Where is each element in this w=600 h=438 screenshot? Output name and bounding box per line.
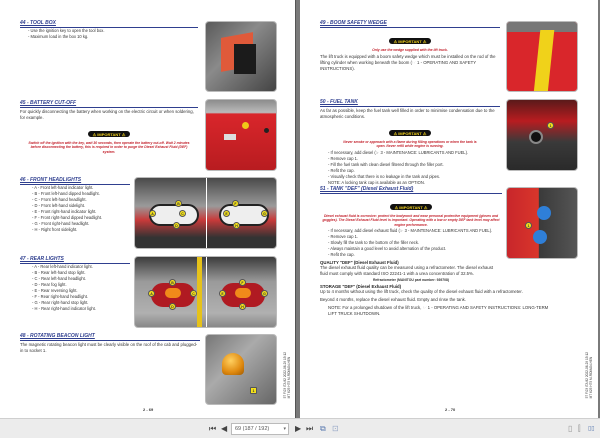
storage-heading: STORAGE "DEF" (Diesel Exhaust Fluid) bbox=[320, 284, 402, 290]
list-item: - G - Rear right-hand stop light. bbox=[32, 299, 89, 305]
warning-text: Only use the wedge supplied with the lift truck. bbox=[372, 47, 448, 52]
callout-e: E bbox=[219, 290, 226, 297]
section-front-headlights bbox=[20, 177, 130, 233]
def-tank-photo bbox=[506, 187, 578, 259]
section-tool-box bbox=[20, 20, 198, 40]
side-reference-text: 57 F.03 ITA 82 2022-06-29 15:12 MT 625 H75 M-ROMAN-HEN bbox=[585, 352, 593, 399]
callout-e: E bbox=[223, 210, 230, 217]
quality-text: The diesel exhaust fluid quality can be measured using a refractometer. The diesel exhaust fluid must comply with standard ISO 22241-1 with a urea concentration of 32.5%. bbox=[320, 265, 494, 277]
single-page-view-icon[interactable]: ▯ bbox=[568, 424, 573, 433]
beacon-photo bbox=[205, 334, 277, 405]
callout-c: C bbox=[190, 290, 197, 297]
chevron-down-icon: ▾ bbox=[283, 426, 286, 432]
list-item: - Fill the fuel tank with clean diesel filtered through the filler port. bbox=[328, 161, 444, 167]
previous-page-button[interactable]: ◀ bbox=[221, 424, 228, 433]
callout-h: H bbox=[239, 303, 246, 310]
rear-lights-photo bbox=[134, 256, 277, 328]
callout-a: A bbox=[149, 210, 156, 217]
important-badge: ⚠ IMPORTANT ⚠ bbox=[88, 131, 131, 137]
callout-c: C bbox=[179, 210, 186, 217]
boom-wedge-photo bbox=[506, 21, 578, 92]
list-item: - E - Front right-hand indicator light. bbox=[32, 208, 97, 214]
callout-f: F bbox=[232, 200, 239, 207]
important-badge: ⚠ IMPORTANT ⚠ bbox=[389, 130, 432, 136]
section-title: 47 - REAR LIGHTS bbox=[20, 256, 130, 264]
navigation-toolbar bbox=[0, 418, 600, 438]
section-text: For quickly disconnecting the battery when working on the electric circuit or when soldering, for example. bbox=[20, 108, 194, 120]
page-number: 2 - 69 bbox=[143, 407, 154, 412]
list-item: - G - Front right-hand headlight. bbox=[32, 220, 90, 226]
section-title: 45 - BATTERY CUT-OFF bbox=[20, 100, 198, 108]
list-item: - Always maintain a good level to avoid alternation of the product. bbox=[328, 246, 447, 252]
callout-f: F bbox=[239, 279, 246, 286]
section-text: As far as possible, keep the fuel tank well filled in order to minimise condensation due to the atmospheric conditions. bbox=[320, 107, 495, 119]
callout-d: D bbox=[169, 303, 176, 310]
section-boom-safety-wedge bbox=[320, 20, 500, 72]
section-fuel-tank bbox=[320, 99, 500, 186]
section-title: 50 - FUEL TANK bbox=[320, 99, 500, 107]
list-item: - Slowly fill the tank to the bottom of the filler neck. bbox=[328, 240, 420, 246]
section-text: The magnetic rotating beacon light must be clearly visible on the roof of the cab and plugged-in to socket 1. bbox=[20, 341, 198, 353]
document-page-right bbox=[300, 0, 598, 418]
section-rear-lights bbox=[20, 256, 130, 312]
front-headlights-photo bbox=[134, 177, 277, 249]
callout-a: A bbox=[148, 290, 155, 297]
callout-h: H bbox=[233, 222, 240, 229]
section-text: The lift truck is equipped with a boom safety wedge which must be installed on the rod of the lifting cylinder when working beneath the boom (☞ 1 - OPERATING AND SAFETY INSTRUCTIONS). bbox=[320, 54, 496, 72]
callout-b: B bbox=[175, 200, 182, 207]
list-item: - H - Rear right-hand indicator light. bbox=[32, 305, 96, 311]
callout-1: 1 bbox=[250, 387, 257, 394]
list-item: - E - Rear reversing light. bbox=[32, 287, 78, 293]
list-item: - A - Front left-hand indicator light. bbox=[32, 184, 94, 190]
facing-pages-view-icon[interactable]: ▯▯ bbox=[588, 426, 595, 432]
section-def-tank bbox=[320, 186, 549, 317]
page-number: 2 - 70 bbox=[445, 407, 456, 412]
list-item: - A - Rear left-hand indicator light. bbox=[32, 263, 93, 269]
page-indicator: 69 (187 / 192) bbox=[235, 426, 270, 432]
section-title: 51 - TANK "DEF" (Diesel Exhaust Fluid) bbox=[320, 186, 502, 194]
list-item: - D - Front left-hand sidelight. bbox=[32, 202, 86, 208]
callout-g: G bbox=[261, 210, 268, 217]
section-battery-cut-off bbox=[20, 100, 198, 154]
copy-icon[interactable]: ⧉ bbox=[320, 424, 326, 433]
list-item: - F - Front right-hand dipped headlight. bbox=[32, 214, 103, 220]
callout-g: G bbox=[261, 290, 268, 297]
document-page-left bbox=[0, 0, 296, 418]
list-item: - Remove cap 1. bbox=[328, 234, 359, 240]
list-item: - Refit the cap. bbox=[328, 167, 355, 173]
list-item: - Maximum load in the box 10 kg. bbox=[28, 33, 89, 39]
storage-text: Up to 4 months without using the lift truck, check the quality of the diesel exhaust fluid with a refractometer. bbox=[320, 289, 523, 295]
list-item: - B - Rear left-hand stop light. bbox=[32, 269, 86, 275]
side-reference-text: 57 F.03 ITA 82 2022-06-29 15:12 MT 625 H75 M-ROMAN-HEN bbox=[283, 352, 291, 399]
callout-1: 1 bbox=[525, 222, 532, 229]
callout-b: B bbox=[169, 279, 176, 286]
list-item: - C - Front left-hand headlight. bbox=[32, 196, 87, 202]
fuel-tank-photo bbox=[506, 99, 578, 171]
list-item: - Visually check that there is no leakage in the tank and pipes. bbox=[328, 173, 441, 179]
battery-photo bbox=[205, 99, 277, 171]
continuous-view-icon[interactable]: ⫿ bbox=[578, 424, 581, 433]
list-item: - If necessary, add diesel (☞ 3 - MAINTENANCE: LUBRICANTS AND FUEL). bbox=[328, 149, 469, 155]
callout-d: D bbox=[173, 222, 180, 229]
storage-note: NOTE: For a prolonged shutdown of the lift truck, ☞ 1 - OPERATING AND SAFETY INSTRUCTIONS: LONG-TERM LIFT TRUCK SHUTDOWN. bbox=[328, 305, 549, 317]
list-item: - Remove cap 1. bbox=[328, 155, 359, 161]
list-item: - H - Right front sidelight. bbox=[32, 226, 78, 232]
important-badge: ⚠ IMPORTANT ⚠ bbox=[389, 38, 432, 44]
list-item: - D - Rear fog light. bbox=[32, 281, 67, 287]
fit-page-icon[interactable]: ⊡ bbox=[332, 424, 339, 433]
page-number-select[interactable] bbox=[231, 423, 289, 435]
important-badge: ⚠ IMPORTANT ⚠ bbox=[390, 204, 433, 210]
last-page-button[interactable]: ⏭ bbox=[306, 424, 314, 433]
section-title: 44 - TOOL BOX bbox=[20, 20, 198, 28]
note-text: NOTE: A locking tank cap is available as an OPTION. bbox=[328, 179, 425, 185]
section-title: 46 - FRONT HEADLIGHTS bbox=[20, 177, 130, 185]
tool-box-photo bbox=[205, 21, 277, 92]
section-title: 49 - BOOM SAFETY WEDGE bbox=[320, 20, 500, 28]
next-page-button[interactable]: ▶ bbox=[295, 424, 302, 433]
list-item: - B - Front left-hand dipped headlight. bbox=[32, 190, 100, 196]
first-page-button[interactable]: ⏮ bbox=[209, 424, 217, 433]
list-item: - Use the ignition key to open the tool box. bbox=[28, 27, 105, 33]
warning-text: Never smoke or approach with a flame during filling operations or when the tank is open. Never refill while engine is running. bbox=[343, 139, 477, 149]
storage-text: Beyond 4 months, replace the diesel exhaust fluid. Empty and rinse the tank. bbox=[320, 297, 466, 303]
list-item: - Refit the cap. bbox=[328, 252, 355, 258]
list-item: - If necessary, add diesel exhaust fluid (☞ 3 - MAINTENANCE: LUBRICANTS AND FUEL). bbox=[328, 228, 493, 234]
warning-text: Diesel exhaust fluid is corrosive: protect the bodywork and wear personal protective equipment (gloves and goggles). The Diesel Exhaust Fluid level is important. Operating with a low or empty DEF tank level may affect engine performance. bbox=[322, 213, 500, 227]
list-item: - F - Rear right-hand headlight. bbox=[32, 293, 88, 299]
list-item: - C - Rear left-hand headlight. bbox=[32, 275, 86, 281]
quality-heading: QUALITY "DEF" (Diesel Exhaust Fluid) bbox=[320, 260, 399, 266]
callout-1: 1 bbox=[547, 122, 554, 129]
refractometer-note: Refractometer (MANITOU part number: 939708) bbox=[372, 278, 450, 283]
section-rotating-beacon bbox=[20, 333, 200, 354]
section-title: 48 - ROTATING BEACON LIGHT bbox=[20, 333, 200, 341]
warning-text: Switch off the ignition with the key, wait 30 seconds, then operate the battery cut-off. Wait 2 minutes before disconnecting the battery, this is required in order to purge the Diesel Exhaust Fluid (DEF) system. bbox=[28, 140, 190, 154]
